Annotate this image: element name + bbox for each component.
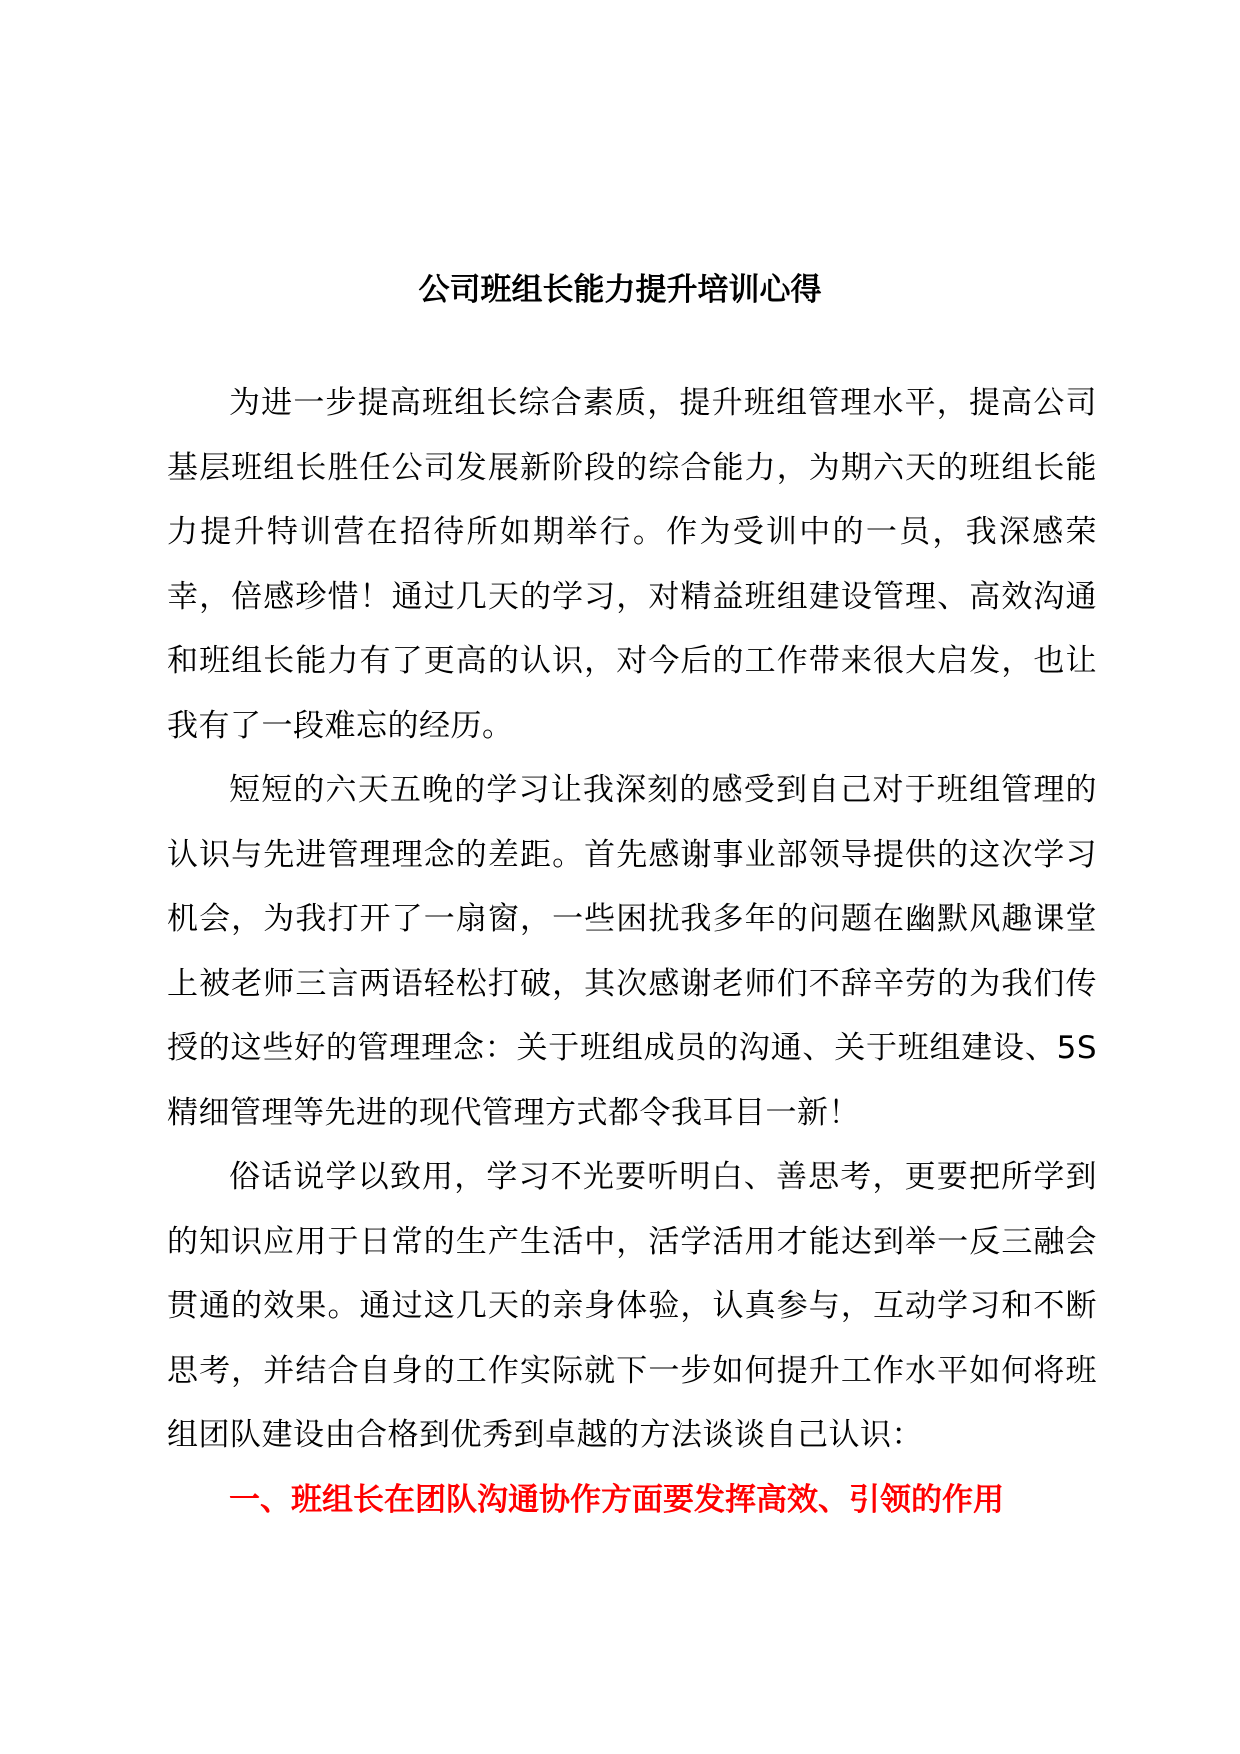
paragraph-3: 俗话说学以致用，学习不光要听明白、善思考，更要把所学到的知识应用于日常的生产生活中，活学活用才能达到举一反三融会贯通的效果。通过这几天的亲身体验，认真参与，互动学习和不断思考，并结合自身的工作实际就下一步如何提升工作水平如何将班组团队建设由合格到优秀到卓越的方法谈谈自己认识： <box>167 1159 1097 1453</box>
section-heading: 一、班组长在团队沟通协作方面要发挥高效、引领的作用 <box>229 1481 1004 1518</box>
paragraph-1: 为进一步提高班组长综合素质，提升班组管理水平，提高公司基层班组长胜任公司发展新阶段的综合能力，为期六天的班组长能力提升特训营在招待所如期举行。作为受训中的一员，我深感荣幸，倍感珍惜！通过几天的学习，对精益班组建设管理、高效沟通和班组长能力有了更高的认识，对今后的工作带来很大启发，也让我有了一段难忘的经历。 <box>167 385 1097 744</box>
document-body <box>167 371 1097 1532</box>
document-title: 公司班组长能力提升培训心得 <box>418 272 822 308</box>
paragraph-2: 短短的六天五晚的学习让我深刻的感受到自己对于班组管理的认识与先进管理理念的差距。首先感谢事业部领导提供的这次学习机会，为我打开了一扇窗，一些困扰我多年的问题在幽默风趣课堂上被老师三言两语轻松打破，其次感谢老师们不辞辛劳的为我们传授的这些好的管理理念：关于班组成员的沟通、关于班组建设、5S精细管理等先进的现代管理方式都令我耳目一新！ <box>167 772 1097 1131</box>
